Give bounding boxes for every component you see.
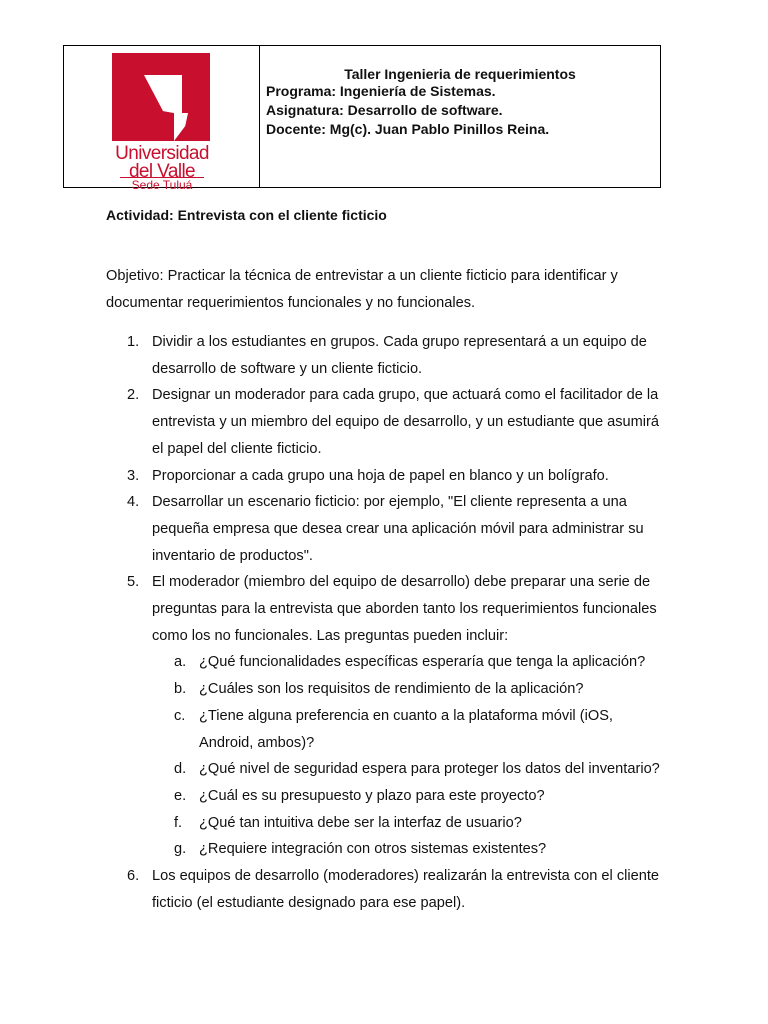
question-item bbox=[152, 676, 666, 703]
questions-list bbox=[152, 649, 666, 863]
step-text: El moderador (miembro del equipo de desarrollo) debe preparar una serie de preguntas para la entrevista que aborden tanto los requerimientos funcionales como los no funcionales. Las preguntas pueden incluir: bbox=[152, 574, 657, 644]
step-number: 6. bbox=[127, 868, 140, 885]
logo-cell bbox=[64, 46, 260, 192]
question-text: ¿Requiere integración con otros sistemas existentes? bbox=[199, 841, 547, 858]
step-text: Dividir a los estudiantes en grupos. Cada grupo representará a un equipo de desarrollo de software y un cliente ficticio. bbox=[152, 334, 647, 377]
question-item bbox=[152, 783, 666, 810]
step-item bbox=[106, 569, 666, 863]
step-item bbox=[106, 329, 666, 382]
step-number: 4. bbox=[127, 494, 140, 511]
step-item bbox=[106, 382, 666, 462]
question-item bbox=[152, 703, 666, 756]
question-item bbox=[152, 649, 666, 676]
question-letter: c. bbox=[174, 707, 186, 724]
workshop-title: Taller Ingenieria de requerimientos bbox=[344, 66, 576, 82]
question-item bbox=[152, 756, 666, 783]
header-table bbox=[63, 45, 661, 192]
logo-del-valle-text: del Valle bbox=[128, 161, 196, 182]
step-item bbox=[106, 863, 666, 916]
step-text: Desarrollar un escenario ficticio: por ejemplo, "El cliente representa a una pequeña empresa que desea crear una aplicación móvil para administrar su inventario de productos". bbox=[152, 494, 644, 564]
objective-paragraph: Objetivo: Practicar la técnica de entrevistar a un cliente ficticio para identificar y documentar requerimientos funcionales y no funcionales. bbox=[106, 268, 618, 311]
step-text: Los equipos de desarrollo (moderadores) realizarán la entrevista con el cliente ficticio (el estudiante designado para ese papel). bbox=[152, 868, 660, 911]
question-item bbox=[152, 810, 666, 837]
steps-list bbox=[106, 329, 666, 916]
question-letter: e. bbox=[174, 787, 187, 804]
question-text: ¿Qué nivel de seguridad espera para proteger los datos del inventario? bbox=[199, 761, 660, 778]
question-text: ¿Qué funcionalidades específicas esperaría que tenga la aplicación? bbox=[199, 654, 646, 671]
question-text: ¿Qué tan intuitiva debe ser la interfaz de usuario? bbox=[199, 814, 522, 831]
step-number: 1. bbox=[127, 334, 140, 350]
question-text: ¿Tiene alguna preferencia en cuanto a la plataforma móvil (iOS, Android, ambos)? bbox=[199, 707, 613, 751]
step-number: 2. bbox=[127, 387, 140, 404]
subject-line: Asignatura: Desarrollo de software. bbox=[266, 102, 503, 118]
step-number: 5. bbox=[127, 574, 140, 591]
teacher-line: Docente: Mg(c). Juan Pablo Pinillos Reina. bbox=[266, 121, 550, 137]
step-item bbox=[106, 463, 666, 490]
question-letter: d. bbox=[174, 761, 187, 778]
step-item bbox=[106, 489, 666, 569]
question-letter: f. bbox=[174, 814, 183, 831]
logo-university-text: Universidad bbox=[115, 143, 209, 164]
question-letter: a. bbox=[174, 654, 187, 671]
activity-heading: Actividad: Entrevista con el cliente ficticio bbox=[106, 207, 387, 223]
question-letter: g. bbox=[174, 841, 187, 858]
question-text: ¿Cuál es su presupuesto y plazo para este proyecto? bbox=[199, 787, 545, 804]
question-item bbox=[152, 836, 666, 863]
university-logo-icon bbox=[112, 53, 210, 141]
step-text: Designar un moderador para cada grupo, que actuará como el facilitador de la entrevista y un miembro del equipo de desarrollo, y un estudiante que asumirá el papel del cliente ficticio. bbox=[152, 387, 660, 457]
step-text: Proporcionar a cada grupo una hoja de papel en blanco y un bolígrafo. bbox=[152, 467, 609, 484]
program-line: Programa: Ingeniería de Sistemas. bbox=[266, 83, 496, 99]
step-number: 3. bbox=[127, 467, 140, 484]
question-text: ¿Cuáles son los requisitos de rendimiento de la aplicación? bbox=[199, 681, 584, 698]
question-letter: b. bbox=[174, 681, 187, 698]
info-cell bbox=[260, 46, 660, 187]
logo-campus-text: Sede Tuluá bbox=[120, 177, 204, 191]
